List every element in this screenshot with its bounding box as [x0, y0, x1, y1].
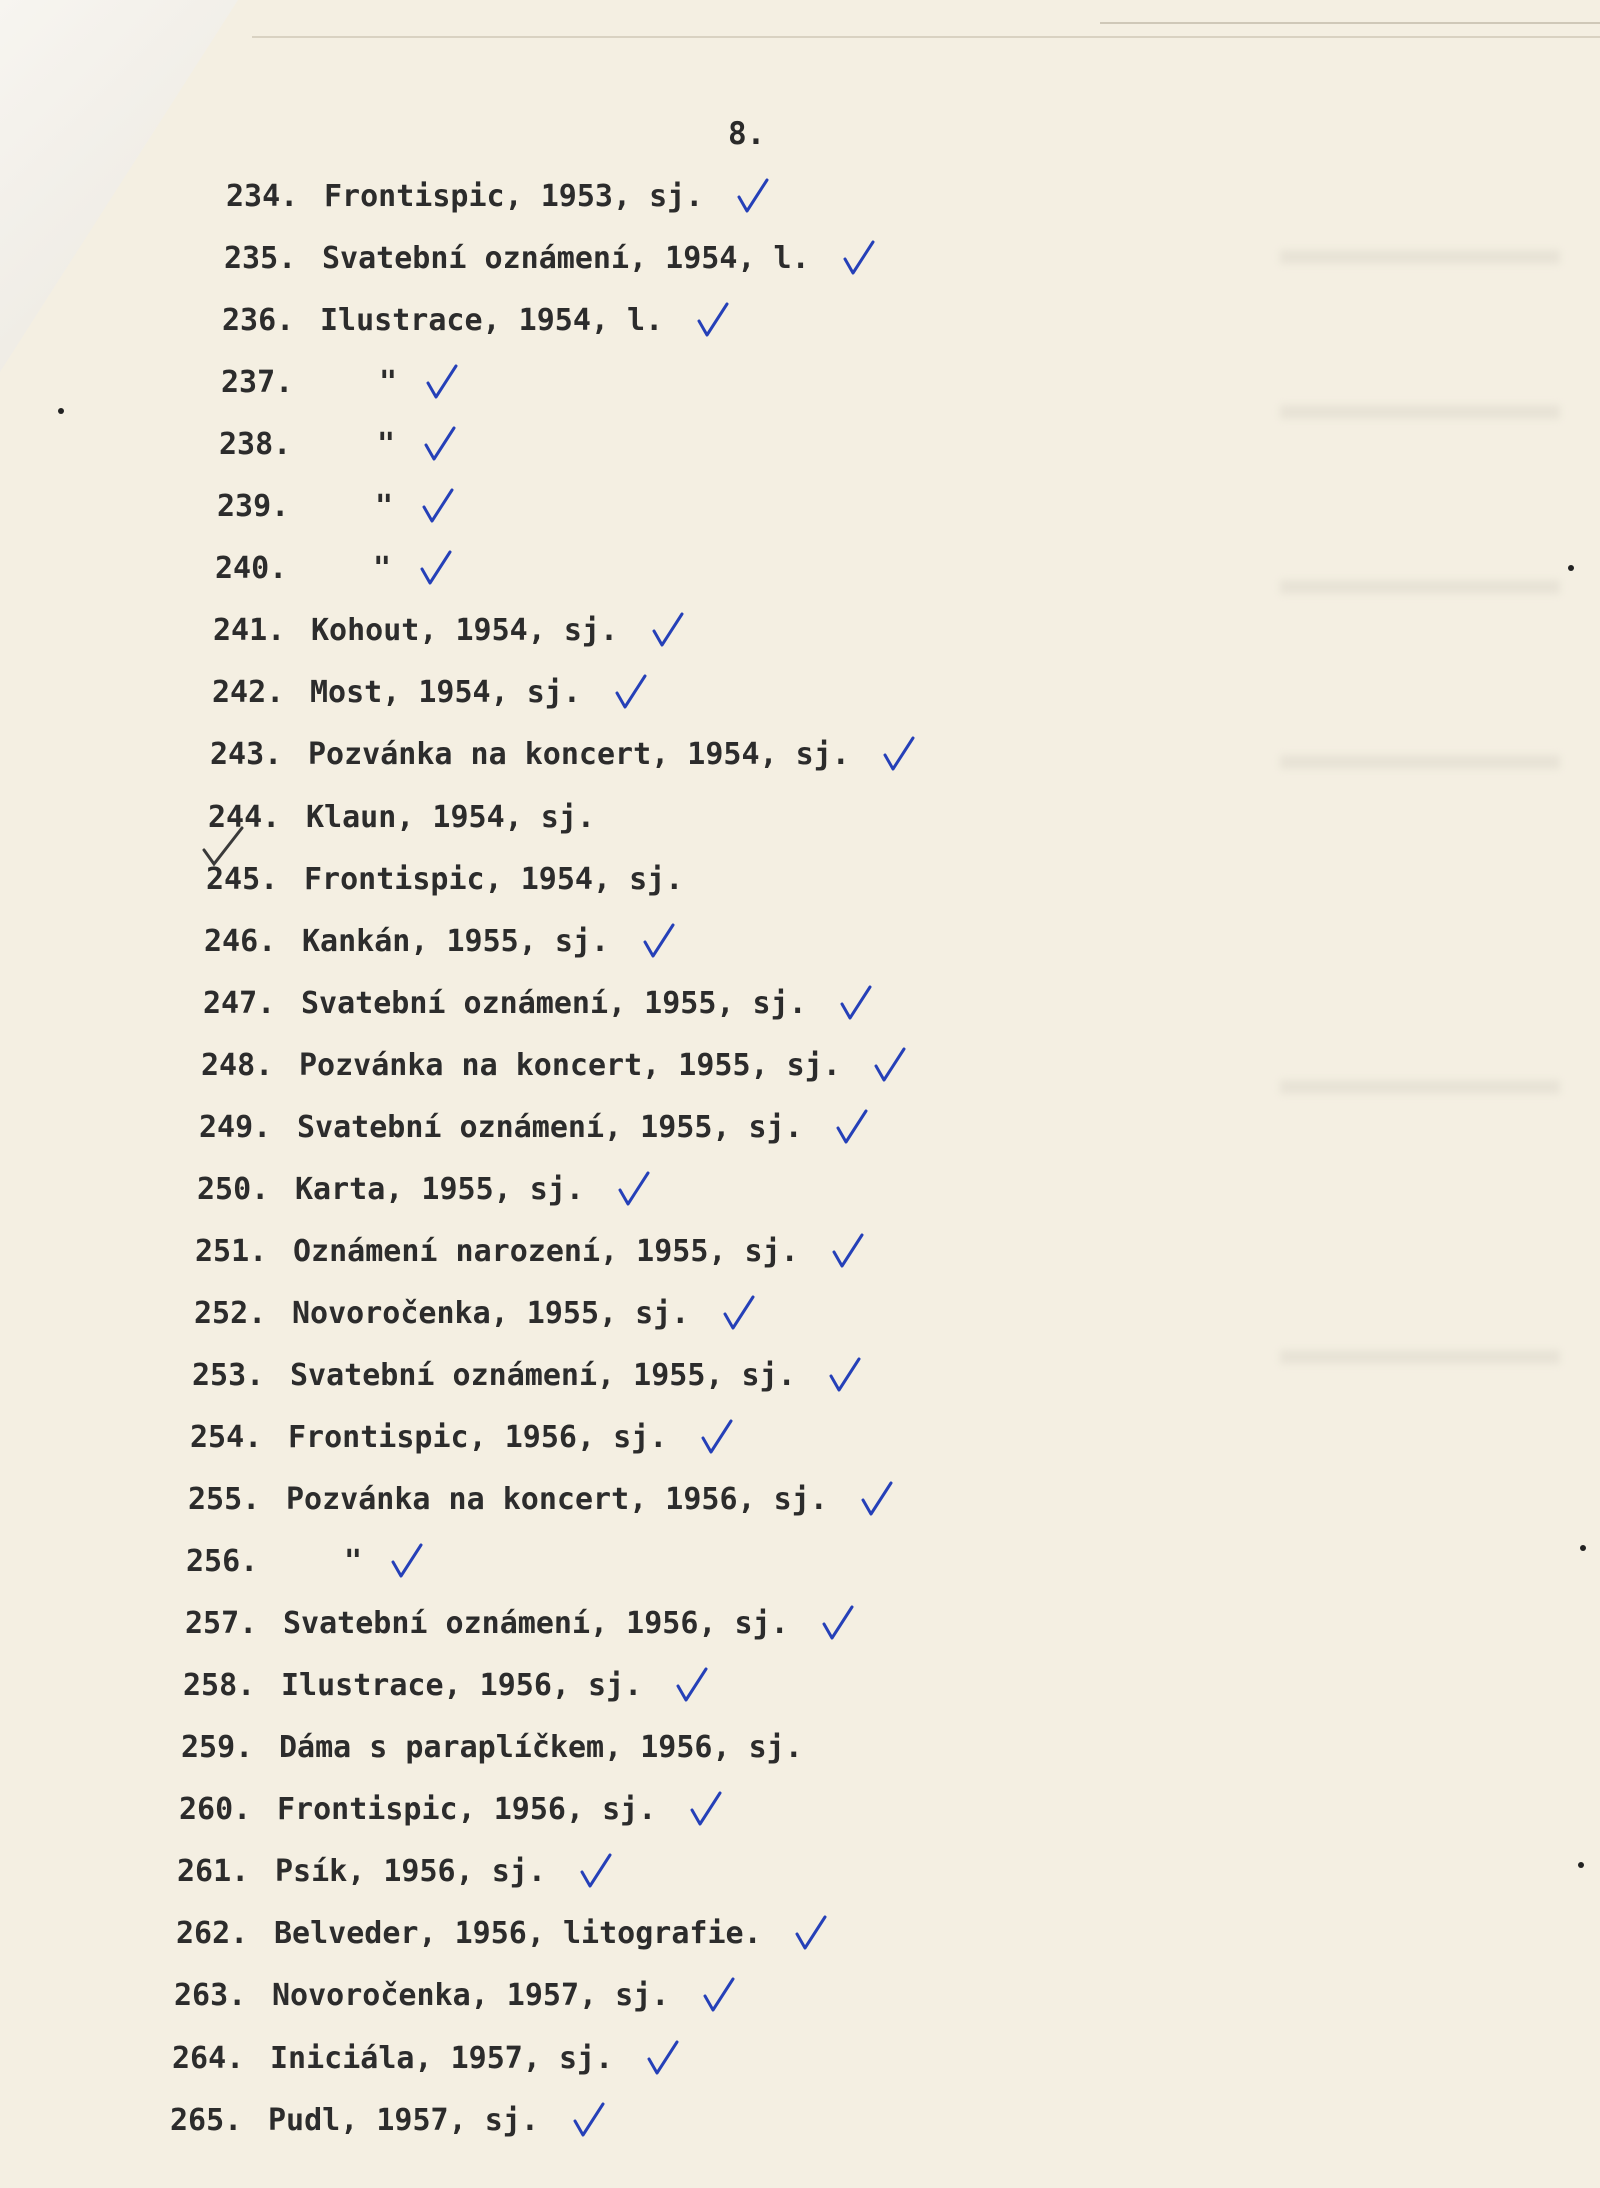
list-item	[183, 1662, 642, 1710]
list-item	[201, 1042, 841, 1090]
list-item	[190, 1414, 667, 1462]
item-number: 251.	[195, 1234, 268, 1269]
item-number: 252.	[194, 1296, 267, 1331]
item-number: 239.	[217, 489, 290, 524]
checkmark-icon	[702, 1976, 736, 2014]
paper-speck	[1578, 1862, 1584, 1868]
ditto-mark: "	[373, 551, 392, 586]
item-title: Frontispic, 1954, sj.	[304, 862, 684, 897]
checkmark-icon	[617, 1170, 651, 1208]
item-title: Frontispic, 1956, sj.	[277, 1792, 657, 1827]
show-through-smudge	[1280, 1350, 1560, 1364]
item-number: 259.	[181, 1730, 254, 1765]
item-title: Most, 1954, sj.	[310, 675, 581, 710]
checkmark-icon	[689, 1790, 723, 1828]
paper-speck	[1568, 565, 1574, 571]
item-title: Ilustrace, 1954, l.	[320, 303, 664, 338]
item-title: Novoročenka, 1957, sj.	[272, 1978, 670, 2013]
list-item	[185, 1600, 789, 1648]
list-item	[213, 607, 618, 655]
item-title: Svatební oznámení, 1955, sj.	[297, 1110, 803, 1145]
list-item	[210, 731, 850, 779]
item-title: Kankán, 1955, sj.	[302, 924, 610, 959]
paper-speck	[1580, 1545, 1586, 1551]
show-through-smudge	[1280, 405, 1560, 419]
checkmark-icon	[425, 363, 459, 401]
item-number: 243.	[210, 737, 283, 772]
item-number: 238.	[219, 427, 292, 462]
checkmark-icon	[423, 425, 457, 463]
item-number: 255.	[188, 1482, 261, 1517]
item-title: Pozvánka na koncert, 1954, sj.	[308, 737, 850, 772]
item-title: Klaun, 1954, sj.	[306, 800, 595, 835]
list-item	[221, 359, 397, 407]
checkmark-icon	[842, 239, 876, 277]
item-title: Oznámení narození, 1955, sj.	[293, 1234, 799, 1269]
item-title: Svatební oznámení, 1954, l.	[322, 241, 810, 276]
checkmark-icon	[828, 1356, 862, 1394]
item-number: 254.	[190, 1420, 263, 1455]
show-through-smudge	[1280, 1080, 1560, 1094]
checkmark-icon	[839, 984, 873, 1022]
item-title: Svatební oznámení, 1955, sj.	[301, 986, 807, 1021]
list-item	[224, 235, 810, 283]
ditto-mark: "	[344, 1544, 363, 1579]
item-title: Karta, 1955, sj.	[295, 1172, 584, 1207]
item-number: 246.	[204, 924, 277, 959]
checkmark-icon	[700, 1418, 734, 1456]
checkmark-icon	[579, 1852, 613, 1890]
checkmark-icon	[696, 301, 730, 339]
show-through-smudge	[1280, 580, 1560, 594]
sheet-top-edge	[252, 0, 1600, 38]
item-number: 258.	[183, 1668, 256, 1703]
item-number: 256.	[186, 1544, 259, 1579]
ditto-mark: "	[375, 489, 394, 524]
list-item	[170, 2097, 539, 2145]
item-number: 253.	[192, 1358, 265, 1393]
checkmark-icon	[882, 735, 916, 773]
item-number: 247.	[203, 986, 276, 1021]
item-title: Svatební oznámení, 1955, sj.	[290, 1358, 796, 1393]
checkmark-icon	[642, 922, 676, 960]
checkmark-icon	[873, 1046, 907, 1084]
list-item	[174, 1972, 669, 2020]
item-number: 249.	[199, 1110, 272, 1145]
item-number: 237.	[221, 365, 294, 400]
item-number: 263.	[174, 1978, 247, 2013]
item-number: 241.	[213, 613, 286, 648]
list-item	[181, 1724, 803, 1772]
item-title: Frontispic, 1956, sj.	[288, 1420, 668, 1455]
item-number: 242.	[212, 675, 285, 710]
page-number: 8.	[728, 116, 766, 152]
list-item	[177, 1848, 546, 1896]
checkmark-icon	[821, 1604, 855, 1642]
ditto-mark: "	[379, 365, 398, 400]
item-title: Novoročenka, 1955, sj.	[292, 1296, 690, 1331]
item-title: Pozvánka na koncert, 1955, sj.	[299, 1048, 841, 1083]
checkmark-icon	[421, 487, 455, 525]
checkmark-icon	[390, 1542, 424, 1580]
item-number: 236.	[222, 303, 295, 338]
list-item	[222, 297, 663, 345]
list-item	[197, 1166, 584, 1214]
show-through-smudge	[1280, 250, 1560, 264]
item-number: 250.	[197, 1172, 270, 1207]
list-item	[215, 545, 391, 593]
item-title: Ilustrace, 1956, sj.	[281, 1668, 643, 1703]
checkmark-icon	[614, 673, 648, 711]
list-item	[208, 794, 595, 842]
list-item	[199, 1104, 803, 1152]
checkmark-icon	[736, 177, 770, 215]
checkmark-icon	[646, 2039, 680, 2077]
item-number: 248.	[201, 1048, 274, 1083]
ditto-mark: "	[377, 427, 396, 462]
checkmark-icon	[722, 1294, 756, 1332]
item-title: Kohout, 1954, sj.	[311, 613, 619, 648]
item-number: 265.	[170, 2103, 243, 2138]
item-title: Pudl, 1957, sj.	[268, 2103, 539, 2138]
sheet-top-edge-line	[1100, 22, 1600, 24]
list-item	[176, 1910, 762, 1958]
checkmark-icon	[572, 2101, 606, 2139]
item-number: 234.	[226, 179, 299, 214]
list-item	[192, 1352, 796, 1400]
checkmark-icon	[675, 1666, 709, 1704]
checkmark-icon	[651, 611, 685, 649]
item-number: 264.	[172, 2041, 245, 2076]
item-title: Dáma s paraplíčkem, 1956, sj.	[279, 1730, 803, 1765]
item-number: 244.	[208, 800, 281, 835]
list-item	[217, 483, 393, 531]
item-number: 235.	[224, 241, 297, 276]
list-item	[203, 980, 807, 1028]
item-title: Pozvánka na koncert, 1956, sj.	[286, 1482, 828, 1517]
list-item	[194, 1290, 689, 1338]
list-item	[212, 669, 581, 717]
checkmark-icon	[860, 1480, 894, 1518]
item-number: 245.	[206, 862, 279, 897]
list-item	[206, 856, 683, 904]
checkmark-icon	[831, 1232, 865, 1270]
list-item	[172, 2035, 613, 2083]
item-number: 257.	[185, 1606, 258, 1641]
item-number: 262.	[176, 1916, 249, 1951]
paper-speck	[58, 408, 64, 414]
checkmark-icon	[794, 1914, 828, 1952]
show-through-smudge	[1280, 755, 1560, 769]
list-item	[219, 421, 395, 469]
list-item	[195, 1228, 799, 1276]
item-title: Belveder, 1956, litografie.	[274, 1916, 762, 1951]
item-title: Iniciála, 1957, sj.	[270, 2041, 614, 2076]
item-title: Frontispic, 1953, sj.	[324, 179, 704, 214]
list-item	[226, 173, 703, 221]
list-item	[204, 918, 609, 966]
item-title: Svatební oznámení, 1956, sj.	[283, 1606, 789, 1641]
list-item	[186, 1538, 362, 1586]
list-item	[179, 1786, 656, 1834]
item-number: 240.	[215, 551, 288, 586]
item-title: Psík, 1956, sj.	[275, 1854, 546, 1889]
checkmark-icon	[419, 549, 453, 587]
item-number: 261.	[177, 1854, 250, 1889]
item-number: 260.	[179, 1792, 252, 1827]
list-item	[188, 1476, 828, 1524]
margin-checkmark	[200, 820, 246, 870]
checkmark-icon	[835, 1108, 869, 1146]
